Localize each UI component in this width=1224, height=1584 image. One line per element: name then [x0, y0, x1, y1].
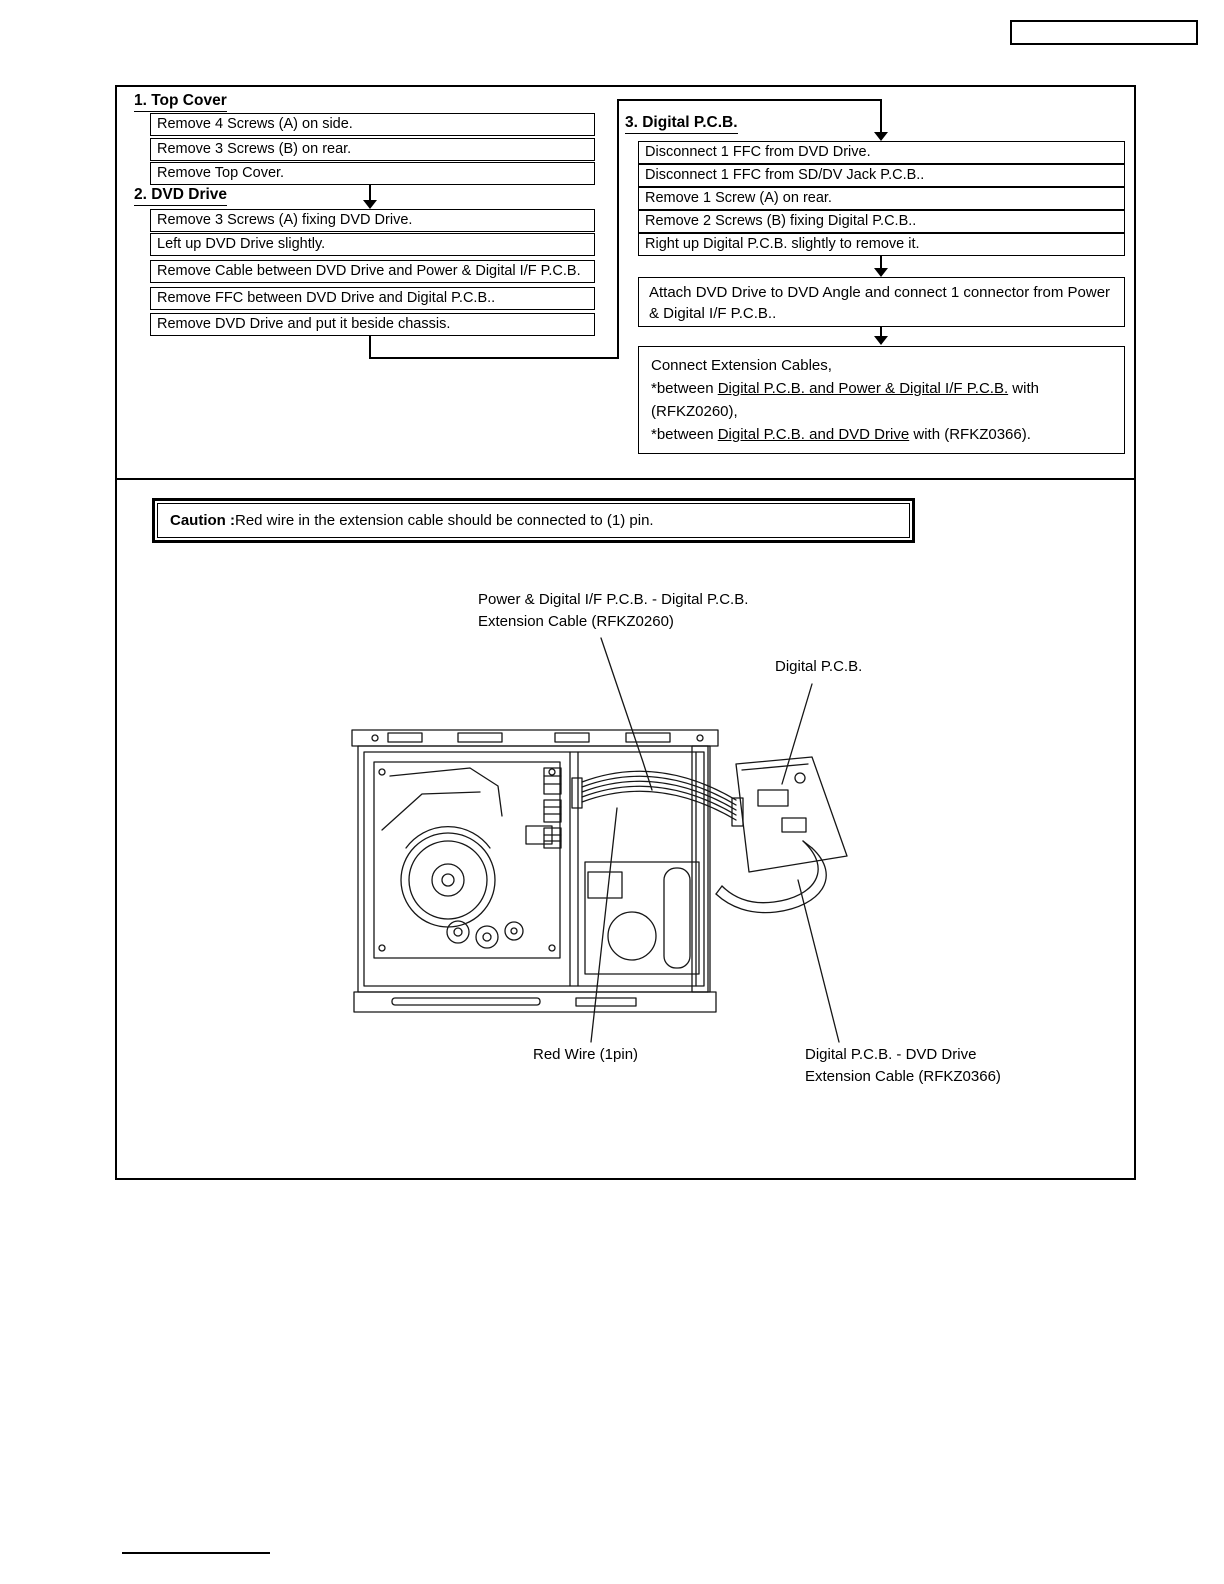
- flow-connector-line: [369, 336, 371, 359]
- connect-extension-note-box: [638, 346, 1125, 454]
- flow-arrow-head: [874, 132, 888, 141]
- connect-note-line3: (RFKZ0260),: [651, 403, 738, 420]
- digital-pcb-board: [736, 757, 847, 872]
- label-digital-pcb: Digital P.C.B.: [775, 658, 863, 675]
- section-title-digital-pcb-text: 3. Digital P.C.B.: [625, 114, 738, 134]
- caution-text-row: [157, 503, 910, 538]
- chassis-illustration: [330, 580, 910, 1110]
- flow-arrow-shaft: [369, 185, 371, 201]
- attach-note-box: Attach DVD Drive to DVD Angle and connect 1 connector from Power & Digital I/F P.C.B..: [638, 277, 1125, 327]
- leader-red-wire: [591, 808, 617, 1042]
- section-title-dvd-drive-text: 2. DVD Drive: [134, 186, 227, 206]
- label-red-wire: Red Wire (1pin): [533, 1046, 639, 1063]
- step-box: Remove Top Cover.: [150, 162, 595, 185]
- leader-ext-cable-top: [601, 638, 652, 790]
- flow-arrow-head: [363, 200, 377, 209]
- step-box: Remove 3 Screws (A) fixing DVD Drive.: [150, 209, 595, 232]
- front-panel: [354, 992, 716, 1012]
- step-box: Remove Cable between DVD Drive and Power & Digital I/F P.C.B.: [150, 260, 595, 283]
- section-title-digital-pcb: [622, 114, 741, 132]
- caution-text: Red wire in the extension cable should be connected to (1) pin.: [235, 512, 654, 529]
- step-box: Remove 4 Screws (A) on side.: [150, 113, 595, 136]
- section-title-top-cover: [131, 92, 230, 110]
- disc-spindle: [401, 833, 495, 927]
- footer-rule: [122, 1552, 270, 1554]
- step-box: Remove DVD Drive and put it beside chassis.: [150, 313, 595, 336]
- section-title-dvd-drive: [131, 186, 230, 204]
- disc-slot: [392, 998, 540, 1005]
- flow-arrow-head: [874, 336, 888, 345]
- caution-box: [152, 498, 915, 543]
- caution-label: Caution :: [170, 512, 235, 529]
- flow-connector-line: [617, 99, 882, 101]
- step-box: Remove 1 Screw (A) on rear.: [638, 187, 1125, 210]
- front-panel-detail: [576, 998, 636, 1006]
- step-box: Remove 3 Screws (B) on rear.: [150, 138, 595, 161]
- connect-note-line1: Connect Extension Cables,: [651, 357, 832, 374]
- step-box: Disconnect 1 FFC from SD/DV Jack P.C.B..: [638, 164, 1125, 187]
- connect-note-line4: *between Digital P.C.B. and DVD Drive with (RFKZ0366).: [651, 426, 1031, 443]
- step-box: Remove 2 Screws (B) fixing Digital P.C.B..: [638, 210, 1125, 233]
- section-title-top-cover-text: 1. Top Cover: [134, 92, 227, 112]
- connect-note-line2: *between Digital P.C.B. and Power & Digital I/F P.C.B. with: [651, 380, 1039, 397]
- dvd-mechanism-plate: [374, 762, 560, 958]
- flow-connector-line: [369, 357, 619, 359]
- label-extension-cable-rfkz0366: Digital P.C.B. - DVD Drive Extension Cable (RFKZ0366): [805, 1046, 1001, 1085]
- step-box: Right up Digital P.C.B. slightly to remove it.: [638, 233, 1125, 256]
- ffc-connector-left: [572, 778, 582, 808]
- label-extension-cable-rfkz0260: Power & Digital I/F P.C.B. - Digital P.C.B. Extension Cable (RFKZ0260): [478, 591, 749, 630]
- flow-arrow-head: [874, 268, 888, 277]
- step-box: Remove FFC between DVD Drive and Digital P.C.B..: [150, 287, 595, 310]
- flow-connector-line: [617, 99, 619, 359]
- step-box: Left up DVD Drive slightly.: [150, 233, 595, 256]
- flow-connector-line: [880, 99, 882, 133]
- leader-digital-pcb: [782, 684, 812, 784]
- step-box: Disconnect 1 FFC from DVD Drive.: [638, 141, 1125, 164]
- model-number-box: [1010, 20, 1198, 45]
- panel-divider: [115, 478, 1136, 480]
